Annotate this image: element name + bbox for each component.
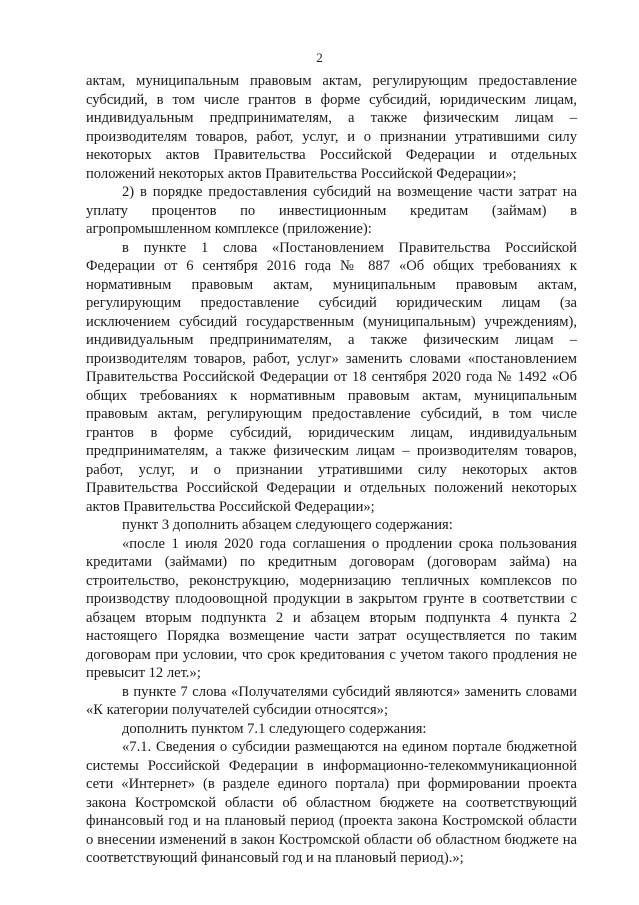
paragraph-clause-3-text: «после 1 июля 2020 года соглашения о продлении срока пользования кредитами (займами) по кредитным договорам (договорам займа) на строительство, реконструкцию, модернизацию тепличных комплексов по производству плодоовощной продукции в закрытом грунте в соответствии с абзацем вторым подпункта 2 и абзацем вторым подпункта 4 пункта 2 настоящего Порядка возмещение части затрат осуществляется по таким договорам при условии, что срок кредитования с учетом такого продления не превысит 12 лет.»; — [86, 535, 577, 681]
paragraph-clause-7-1-text: «7.1. Сведения о субсидии размещаются на едином портале бюджетной системы Российской Федерации в информационно-телекоммуникационной сети «Интернет» (в разделе единого портала) при формировании проекта закона Костромской области об областном бюджете на соответствующий финансовый год и на плановый период (проекта закона Костромской области о внесении изменений в закон Костромской области об областном бюджете на соответствующий финансовый год и на плановый период).»; — [86, 739, 577, 866]
paragraph-clause-3-intro: пункт 3 дополнить абзацем следующего содержания: — [122, 517, 453, 533]
paragraph-clause-7-1-intro: дополнить пунктом 7.1 следующего содержания: — [122, 720, 427, 737]
paragraph-clause-1-amendment: в пункте 1 слова «Постановлением Правительства Российской Федерации от 6 сентября 2016 года № 887 «Об общих требованиях к нормативным правовым актам, муниципальным правовым актам, регулирующим предоставление субсидий юридическим лицам (за исключением субсидий государственным (муниципальным) учреждениям), индивидуальным предпринимателям, а также физическим лицам – производителям товаров, работ, услуг» заменить словами «постановлением Правительства Российской Федерации от 18 сентября 2020 года № 1492 «Об общих требованиях к нормативным правовым актам, муниципальным правовым актам, регулирующим предоставление субсидий, в том числе грантов в форме субсидий, юридическим лицам, индивидуальным предпринимателям, а также физическим лицам – производителям товаров, работ, услуг, и о признании утратившими силу некоторых актов Правительства Российской Федерации и отдельных положений некоторых актов Правительства Российской Федерации»; — [86, 239, 577, 515]
paragraph-continuation: актам, муниципальным правовым актам, регулирующим предоставление субсидий, в том числе грантов в форме субсидий, юридическим лицам, индивидуальным предпринимателям, а также физическим лицам – производителям товаров, работ, услуг, и о признании утратившими силу некоторых актов Правительства Российской Федерации и отдельных положений некоторых актов Правительства Российской Федерации»; — [86, 73, 577, 182]
document-body — [86, 72, 577, 868]
paragraph-item-2: 2) в порядке предоставления субсидий на возмещение части затрат на уплату процентов по инвестиционным кредитам (займам) в агропромышленном комплексе (приложение): — [86, 184, 577, 237]
paragraph-clause-7-amendment: в пункте 7 слова «Получателями субсидий являются» заменить словами «К категории получателей субсидии относятся»; — [86, 683, 577, 718]
page-number: 2 — [316, 50, 323, 65]
